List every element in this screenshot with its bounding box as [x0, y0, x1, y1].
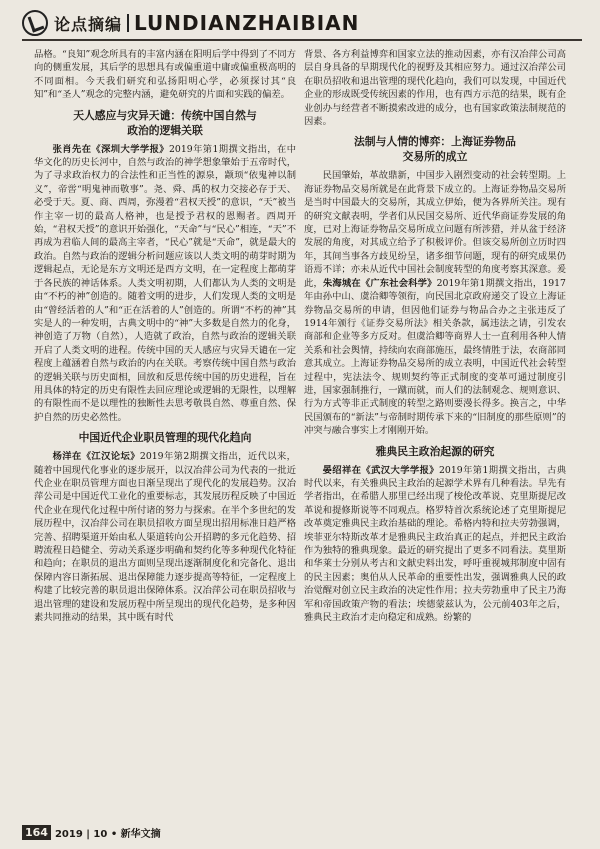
- section-title-line: 法制与人情的博弈：上海证券物品: [354, 135, 516, 149]
- issue-info: 2019 | 10 • 新华文摘: [54, 828, 161, 840]
- section-title: [304, 444, 566, 459]
- column-title-en: LUNDIANZHAIBIAN: [134, 11, 360, 35]
- paragraph-body: 2019年第2期撰文指出，近代以来，随着中国现代化事业的逐步展开，以汉冶萍公司为代表的一批近代企业在职员管理方面也日渐呈现出了现代化的发展趋势。汉冶萍公司是中国近代工业化的重要标志，其发展历程反映了中国近代企业在现代化过程中所付诸的努力与探索。在半个多世纪的发展历程中，汉冶萍公司在职员招收方面呈现出招用标准日趋严格完善、招聘渠道开始由私人渠道转向公开招聘的多元化趋势、招聘流程日趋健全、劳动关系逐步明确和契约化等多种现代化特征和趋向；在职员的退出方面则呈现出逐渐制度化和完备化、退出保障内容日渐拓展、退出保障能力逐步提高等特征，一定程度上构建了比较完善的职员退出保障体系。汉冶萍公司在职员招收与退出管理的建设和发展历程中所呈现出的现代化趋势，是多种因素共同推动的结果，其中既有时代: [34, 451, 296, 624]
- paragraph: 背景、各方利益博弈和国家立法的推动因素，亦有汉冶萍公司高层自身具备的早期现代化的视野及其相应努力。通过汉冶萍公司在职员招收和退出管理的现代化趋向，我们可以发现，中国近代企业的形成既受传统因素的作用，也有西方示范的结果，既有企业创办与经营者不断摸索改进的成分，也有国家政策法制规范的因素。: [304, 49, 566, 128]
- paragraph: [304, 464, 566, 625]
- author-name: 朱海城在: [322, 277, 361, 289]
- section-title-line: 天人感应与灾异天谴：传统中国自然与: [73, 108, 257, 122]
- page-footer: [22, 824, 322, 840]
- right-column: [304, 48, 566, 820]
- section-title: [34, 108, 296, 138]
- journal-source: 《广东社会科学》: [360, 277, 437, 289]
- paragraph-body: 民国肇始，革故鼎新，中国步入剧烈变动的社会转型期。上海证券物品交易所就是在此背景下成立的。上海证券物品交易所是当时中国最大的交易所，其成立伊始，便为各界所关注。现有的研究文献表明，学者们从民国交易所、近代华商证券发展的角度，已对上海证券物品交易所成立问题有所涉猎，并从盆于经济发展的角度，对其成立给予了积极评价。但该交易所创立历时四年，其间当事各方歧见纷呈，诸多细节问题，现有的研究成果仍语焉不详；亦未从近代中国社会制度转型的角度考察其深意。爰此，: [304, 170, 566, 289]
- paragraph: [304, 169, 566, 437]
- author-name: 杨洋在: [52, 451, 82, 463]
- journal-source: 《武汉大学学报》: [361, 464, 440, 476]
- page-number: 164: [22, 825, 51, 840]
- section-title: [304, 134, 566, 164]
- left-column: [34, 48, 296, 820]
- paragraph: [34, 143, 296, 425]
- author-name: 晏绍祥在: [322, 464, 362, 476]
- journal-source: 《江汉论坛》: [81, 451, 140, 463]
- paragraph-body: 2019年第1期撰文指出，古典时代以来，有关雅典民主政治的起源学术界有几种看法。早先有学者指出，在希腊人那里已经出现了梭伦改革说、克里斯提尼改革说和提修斯说等不同观点。格罗特首次系统论述了克里斯提尼改革奠定雅典民主政治基础的理论。希格内特和拉夫劳勃强调，埃菲亚尔特斯改革才是雅典民主政治真正的起点，并把民主政治作为独特的雅典现象。最近的研究提出了更多不同看法。莫里斯和华莱士分别从考古和文献史料出发，呼吁重视城邦制度中固有的民主因素；奥伯从人民革命的重要性出发，强调雅典人民的政治觉醒对创立民主政治的决定性作用；拉夫劳勃重申了民主乃海军和帝国政策产物的看法；埃德蒙兹认为，公元前403年之后，雅典民主政治才走向稳定和成熟。纷繁的: [304, 464, 566, 624]
- section-title-line: 雅典民主政治起源的研究: [375, 444, 495, 458]
- paragraph-body: 2019年第1期撰文指出，在中华文化的历史长河中，自然与政治的神学想象肇始于五帝时代，为了寻求政治权力的合法性和正当性的源泉，颛顼“依鬼神以制义”，帝喾“明鬼神而敬事”。尧、舜、禹的权力交接必存于天、必受于天。夏、商、西周，弥漫着“君权天授”的意识，“天”被当作主宰一切的最高人格神，也是授予君权的恩赐者。西周开始，“君权天授”的意识开始强化，“天命”与“民心”相连，“天”不再成为君临人间的最高主宰者，“民心”就是“天命”，就是最大的政治。自然与政治的逻辑分析问题应该以人类文明的萌芽时期为逻辑起点，无论是东方文明还是西方文明，在一定程度上都萌芽于各民族的神话体系。人类文明初期，人们都认为人类的文明是由“不朽的神”创造的。随着文明的进步，人们发现人类的文明是由“曾经活着的人”和“正在活着的人”创造的。所谓“不朽的神”其实是人的一种发明，古典文明中的“神”大多数是自然力的化身，神创造了万物（自然），人造就了政治，自然与政治的逻辑关联开启了人类文明的进程。传统中国的天人感应与灾异天谴在一定程度上蕴涵着自然与政治的内在关联。考察传统中国自然与政治的逻辑关联与历史面相，回放和反思传统中国的历史进程，旨在用具体的特定的历史有限性去回应理论或逻辑的无限性，以理解的有限性而不是以理性的独断性去思考敬畏自然、尊重自然、保护自然的历史必然性。: [34, 143, 296, 423]
- author-name: 张肖先在: [52, 143, 92, 155]
- column-header: [22, 8, 582, 38]
- journal-source: 《深圳大学学报》: [91, 143, 170, 155]
- paragraph: 品格。“良知”观念所具有的丰富内涵在阳明后学中得到了不同方向的侧重发展，其后学的思想具有或偏重道中庸或偏重极高明的不同面相。今天我们研究和弘扬阳明心学，必须探讨其“良知”和“圣人”观念的完整内涵，避免研究的片面和实践的偏差。: [34, 49, 296, 101]
- header-divider: [127, 14, 129, 32]
- column-title-cn: 论点摘编: [54, 14, 123, 34]
- paragraph: [34, 450, 296, 624]
- section-title-line: 交易所的成立: [402, 150, 468, 164]
- section-title: [34, 430, 296, 445]
- section-title-line: 政治的逻辑关联: [127, 123, 203, 137]
- paragraph-body: 2019年第1期撰文指出，1917年由孙中山、虞洽卿等领衔，向民国北京政府递交了设立上海证券物品交易所的申请，但因他们证券与物品合办之主张违反了1914年颁行《证券交易所法》相关条款，属违法之请，引发农商部和企业等多方反对。但虞洽卿等商界人士一直利用各种人情关系和社会舆情，持续向农商部施压，最终情胜于法，农商部同意其成立。上海证券物品交易所的成立表明，中国近代社会转型过程中，宪法法令、规则契约等正式制度的变革可通过制度引进，国家强制推行，一蹴而就，而人们的法制观念、规则意识、行为方式等非正式制度的转型之路则要漫长得多。换言之，中华民国颁布的“新法”与帝制时期传承下来的“旧制度的那些原则”的冲突与融合事实上才刚刚开始。: [304, 277, 566, 437]
- section-title-line: 中国近代企业职员管理的现代化趋向: [78, 431, 252, 445]
- header-rule: [22, 39, 582, 41]
- pen-logo-icon: [22, 10, 48, 36]
